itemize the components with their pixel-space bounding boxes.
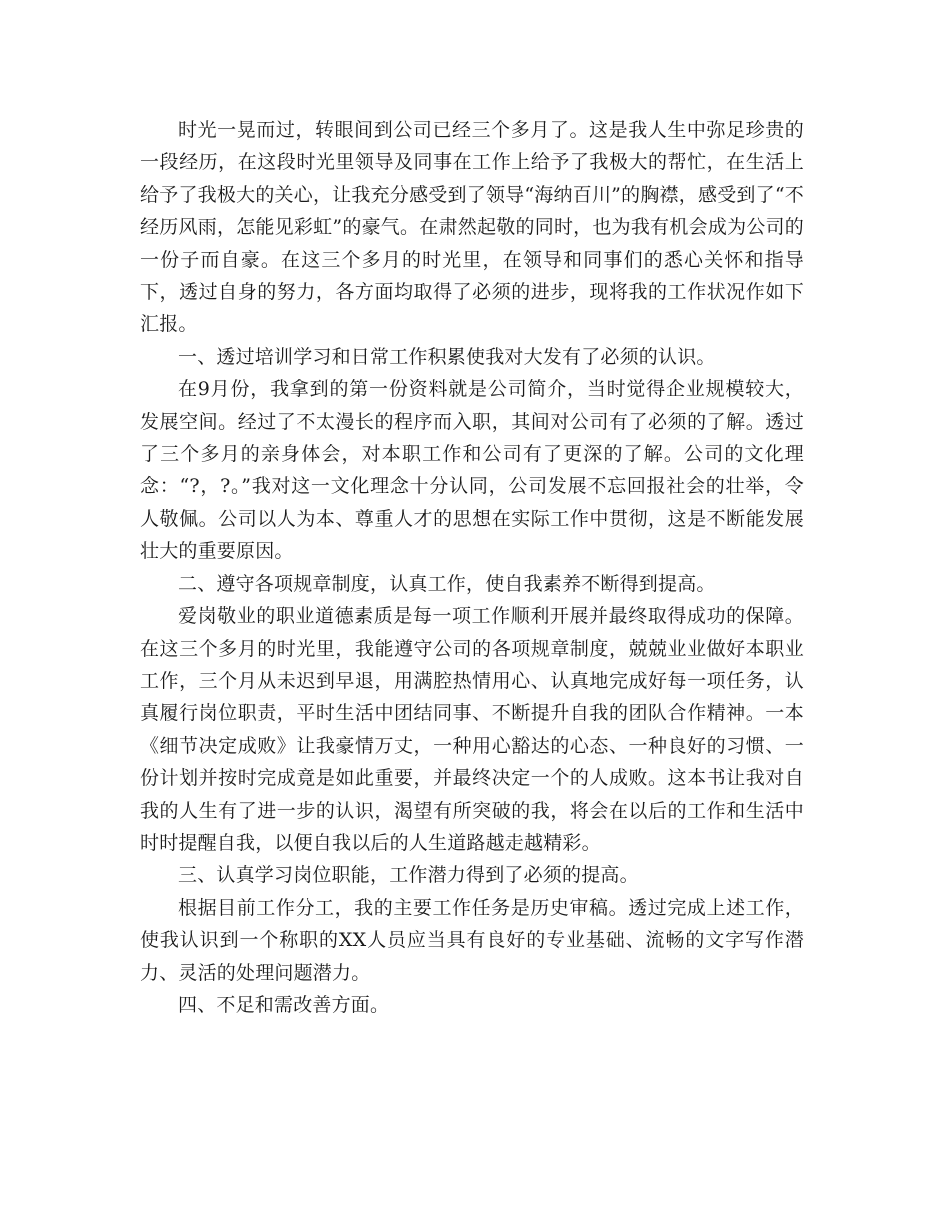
paragraph-section-2: 爱岗敬业的职业道德素质是每一项工作顺利开展并最终取得成功的保障。在这三个多月的时光里，我能遵守公司的各项规章制度，兢兢业业做好本职业工作，三个月从未迟到早退，用满腔热情用心、认真地完成好每一项任务，认真履行岗位职责，平时生活中团结同事、不断提升自我的团队合作精神。一本《细节决定成败》让我豪情万丈，一种用心豁达的心态、一种良好的习惯、一份计划并按时完成竟是如此重要，并最终决定一个的人成败。这本书让我对自我的人生有了进一步的认识，渴望有所突破的我，将会在以后的工作和生活中时时提醒自我，以便自我以后的人生道路越走越精彩。 <box>140 605 804 854</box>
paragraph-section-1: 在9月份，我拿到的第一份资料就是公司简介，当时觉得企业规模较大，发展空间。经过了不太漫长的程序而入职，其间对公司有了必须的了解。透过了三个多月的亲身体会，对本职工作和公司有了更深的了解。公司的文化理念：“?，?。”我对这一文化理念十分认同，公司发展不忘回报社会的壮举，令人敬佩。公司以人为本、尊重人才的思想在实际工作中贯彻，这是不断能发展壮大的重要原因。 <box>140 378 804 563</box>
heading-section-3: 三、认真学习岗位职能，工作潜力得到了必须的提高。 <box>178 864 639 887</box>
document-body <box>140 114 804 1021</box>
heading-section-4: 四、不足和需改善方面。 <box>178 993 390 1016</box>
paragraph-section-3: 根据目前工作分工，我的主要工作任务是历史审稿。透过完成上述工作，使我认识到一个称职的XX人员应当具有良好的专业基础、流畅的文字写作潜力、灵活的处理问题潜力。 <box>140 896 804 984</box>
paragraph-intro: 时光一晃而过，转眼间到公司已经三个多月了。这是我人生中弥足珍贵的一段经历，在这段时光里领导及同事在工作上给予了我极大的帮忙，在生活上给予了我极大的关心，让我充分感受到了领导“海纳百川”的胸襟，感受到了“不经历风雨，怎能见彩虹”的豪气。在肃然起敬的同时，也为我有机会成为公司的一份子而自豪。在这三个多月的时光里，在领导和同事们的悉心关怀和指导下，透过自身的努力，各方面均取得了必须的进步，现将我的工作状况作如下汇报。 <box>140 119 804 336</box>
heading-section-1: 一、透过培训学习和日常工作积累使我对大发有了必须的认识。 <box>178 345 716 368</box>
heading-section-2: 二、遵守各项规章制度，认真工作，使自我素养不断得到提高。 <box>178 572 716 595</box>
